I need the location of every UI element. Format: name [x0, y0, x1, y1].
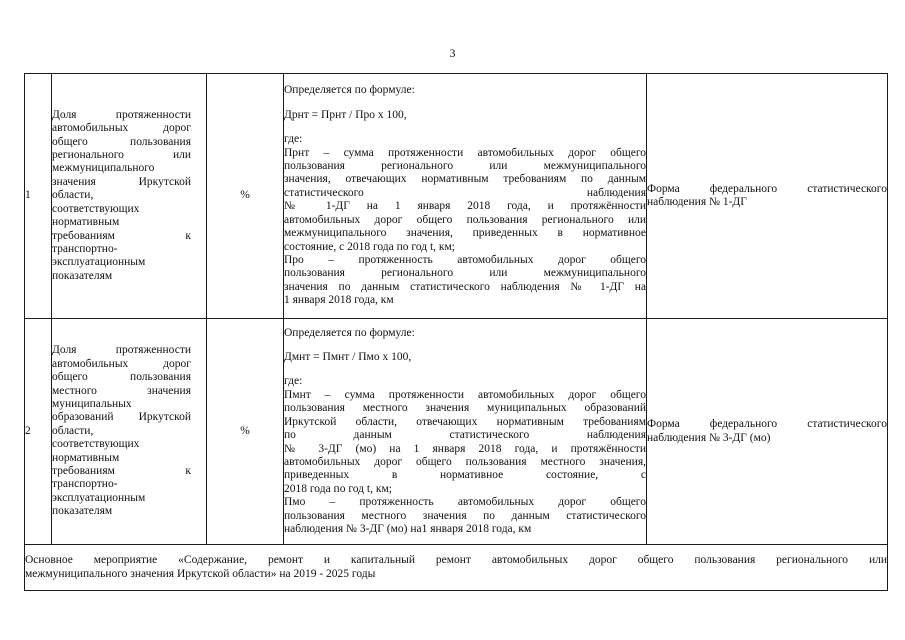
indicator-line: межмуниципального: [52, 162, 155, 175]
table-row: [25, 319, 888, 545]
indicator-line: общего пользования: [52, 135, 191, 148]
indicator-line: автомобильных дорог: [52, 357, 191, 370]
formula-cell: [284, 319, 647, 545]
indicator-line: значения Иркутской: [52, 175, 191, 188]
formula: Дрнт = Прнт / Про х 100,: [284, 108, 407, 121]
definition-line: пользования регионального или межмуниципального: [284, 267, 646, 280]
definition-line: пользования местного значения по данным статистического: [284, 509, 646, 522]
formula: Дмнт = Пмнт / Пмо х 100,: [284, 351, 412, 364]
source-line: наблюдения № 3-ДГ (мо): [647, 431, 771, 444]
data-source-cell: [647, 74, 888, 319]
indicator-line: области,: [52, 424, 94, 437]
indicator-line: эксплуатационным: [52, 256, 146, 269]
definition-line: Иркутской области, отвечающих нормативным требованиям: [284, 415, 646, 428]
indicator-line: Доля протяженности: [52, 344, 191, 357]
formula-intro: Определяется по формуле:: [284, 326, 415, 339]
indicator-line: регионального или: [52, 149, 191, 162]
indicator-line: образований Иркутской: [52, 411, 191, 424]
formula-cell: [284, 74, 647, 319]
definition-line: по данным статистического наблюдения: [284, 429, 646, 442]
definition-line: автомобильных дорог общего пользования местного значения,: [284, 455, 646, 468]
definition-line: № 1-ДГ на 1 января 2018 года, и протяжённости: [284, 200, 646, 213]
definition-line: пользования регионального или межмуниципального: [284, 160, 646, 173]
definition-line: приведенных в нормативное состояние, с: [284, 469, 646, 482]
definition-line: межмуниципального значения, приведенных в нормативное: [284, 227, 646, 240]
main-activity-line: Основное мероприятие «Содержание, ремонт и капитальный ремонт автомобильных дорог общего пользования регионального или: [25, 554, 887, 567]
indicators-table: [24, 73, 888, 591]
indicator-line: показателям: [52, 505, 113, 518]
indicator-line: муниципальных: [52, 397, 132, 410]
definition-line: пользования местного значения муниципальных образований: [284, 402, 646, 415]
definition-line: Пмнт – сумма протяженности автомобильных дорог общего: [284, 388, 646, 401]
definition-line: статистического наблюдения: [284, 186, 646, 199]
unit-cell: %: [207, 74, 284, 319]
formula-intro: Определяется по формуле:: [284, 84, 415, 97]
indicator-line: области,: [52, 189, 94, 202]
definition-line: № 3-ДГ (мо) на 1 января 2018 года, и протяжённости: [284, 442, 646, 455]
formula-where: где:: [284, 133, 303, 146]
source-line: наблюдения № 1-ДГ: [647, 196, 747, 208]
main-activity-line: межмуниципального значения Иркутской области» на 2019 - 2025 годы: [25, 567, 376, 580]
definition-line: состояние, с 2018 года по год t, км;: [284, 240, 455, 253]
source-line: Форма федерального статистического: [647, 418, 887, 431]
indicator-line: Доля протяженности: [52, 108, 191, 121]
formula-where: где:: [284, 375, 303, 388]
row-number: 1: [25, 74, 52, 319]
definition-line: Про – протяженность автомобильных дорог общего: [284, 253, 646, 266]
page-number: 3: [449, 46, 456, 60]
source-line: Форма федерального статистического: [647, 182, 887, 195]
indicator-line: требованиям к: [52, 465, 191, 478]
definition-line: Пмо – протяженность автомобильных дорог общего: [284, 496, 646, 509]
main-activity-row: [25, 545, 888, 591]
table-row: [25, 74, 888, 319]
indicator-line: местного значения: [52, 384, 191, 397]
indicator-line: соответствующих: [52, 438, 140, 451]
indicator-line: транспортно-: [52, 478, 118, 491]
indicator-line: транспортно-: [52, 242, 118, 255]
data-source-cell: [647, 319, 888, 545]
indicator-name: [52, 319, 207, 545]
indicator-line: соответствующих: [52, 202, 140, 215]
definition-line: значения по данным статистического наблюдения № 1-ДГ на: [284, 280, 646, 293]
indicator-line: требованиям к: [52, 229, 191, 242]
indicator-line: общего пользования: [52, 371, 191, 384]
indicator-line: нормативным: [52, 216, 120, 229]
indicator-line: нормативным: [52, 451, 120, 464]
definition-line: Прнт – сумма протяженности автомобильных дорог общего: [284, 146, 646, 159]
definition-line: 2018 года по год t, км;: [284, 482, 392, 495]
row-number: 2: [25, 319, 52, 545]
indicator-name: [52, 74, 207, 319]
table-row: [25, 545, 888, 591]
definition-line: автомобильных дорог общего пользования регионального или: [284, 213, 646, 226]
indicator-line: показателям: [52, 269, 113, 282]
unit-cell: %: [207, 319, 284, 545]
definition-line: 1 января 2018 года, км: [284, 294, 394, 307]
definition-line: наблюдения № 3-ДГ (мо) на1 января 2018 года, км: [284, 522, 532, 535]
definition-line: значения, отвечающих нормативным требованиям по данным: [284, 173, 646, 186]
indicator-line: эксплуатационным: [52, 491, 146, 504]
indicator-line: автомобильных дорог: [52, 122, 191, 135]
